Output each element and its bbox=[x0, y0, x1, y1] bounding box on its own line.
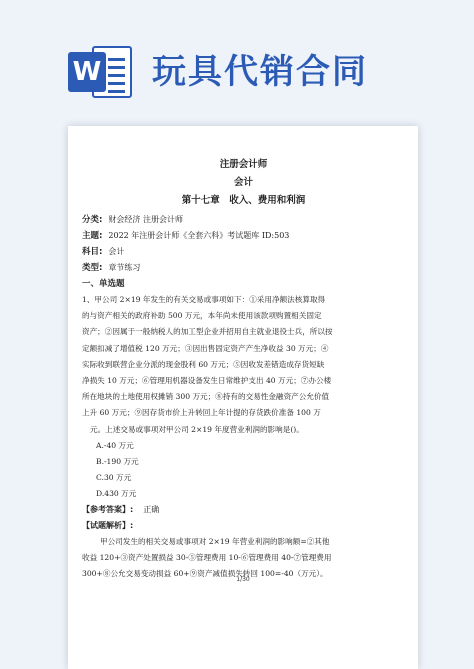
meta-label: 类型: bbox=[82, 263, 103, 273]
meta-type bbox=[82, 260, 405, 276]
question-line: 1、甲公司 2×19 年发生的有关交易或事项如下：①采用净额法核算取得 bbox=[82, 295, 326, 304]
doc-title-line-1: 注册会计师 bbox=[219, 159, 268, 170]
question-line: 净损失 10 万元；⑥管理用机器设备发生日常维护支出 40 万元；⑦办公楼 bbox=[82, 376, 332, 386]
option-b: B.-190 万元 bbox=[96, 456, 139, 466]
question-line: 实际收到联营企业分派的现金股利 60 万元；⑤因收发差错造成存货短缺 bbox=[82, 359, 325, 369]
option-a: A.-40 万元 bbox=[96, 440, 134, 450]
document-content bbox=[82, 156, 405, 582]
doc-chapter-title: 第十七章 收入、费用和利润 bbox=[181, 195, 306, 206]
doc-title-line-2: 会计 bbox=[233, 177, 253, 188]
word-document-icon bbox=[68, 42, 136, 102]
question-line: 定额扣减了增值税 120 万元；③因出售固定资产产生净收益 30 万元；④ bbox=[82, 343, 329, 353]
meta-category bbox=[82, 212, 405, 228]
analysis-label: 【试题解析】: bbox=[82, 520, 134, 530]
meta-subject bbox=[82, 244, 405, 260]
analysis-line: 收益 120+③资产处置损益 30-⑤管理费用 10-⑥管理费用 40-⑦管理费用 bbox=[82, 552, 332, 562]
page-title: 玩具代销合同 bbox=[152, 52, 368, 92]
answer-value: 正确 bbox=[143, 504, 160, 514]
meta-value: 财会经济 注册会计师 bbox=[108, 215, 183, 224]
analysis-line: 300+⑧公允交易变动损益 60+⑨资产减值损失转回 100=-40（万元）。 bbox=[82, 568, 328, 578]
option-d: D.430 万元 bbox=[96, 488, 137, 498]
page-number: 1/30 bbox=[236, 576, 250, 583]
question-line: 所在地块的土地使用权摊销 300 万元；⑧持有的交易性金融资产公允价值 bbox=[82, 392, 330, 402]
meta-label: 主题: bbox=[82, 231, 103, 241]
document-page bbox=[68, 126, 418, 669]
meta-label: 科目: bbox=[82, 247, 103, 257]
option-c: C.30 万元 bbox=[96, 472, 132, 482]
answer-row bbox=[82, 502, 405, 518]
meta-value: 2022 年注册会计师《全套六科》考试题库 ID:503 bbox=[108, 231, 290, 240]
meta-topic bbox=[82, 228, 405, 244]
question-line: 资产；②因属于一般纳税人的加工型企业并招用自主就业退役士兵，所以按 bbox=[82, 327, 333, 337]
question-line: 的与资产相关的政府补助 500 万元，本年尚未使用该款项购置相关固定 bbox=[82, 311, 322, 321]
analysis-row bbox=[82, 518, 405, 534]
question-line: 元。上述交易或事项对甲公司 2×19 年度营业利润的影响是()。 bbox=[90, 424, 304, 434]
analysis-line: 甲公司发生的相关交易或事项对 2×19 年营业利润的影响额=②其他 bbox=[100, 536, 330, 546]
banner-header bbox=[0, 0, 474, 118]
word-logo-letter: W bbox=[68, 52, 106, 92]
meta-value: 章节练习 bbox=[108, 263, 141, 272]
question-line: 上升 60 万元；⑨因存货市价上升转回上年计提的存货跌价准备 100 万 bbox=[82, 408, 321, 418]
meta-value: 会计 bbox=[108, 247, 125, 256]
meta-label: 分类: bbox=[82, 215, 103, 225]
section-heading: 一、单选题 bbox=[82, 279, 125, 289]
answer-label: 【参考答案】: bbox=[82, 504, 134, 514]
